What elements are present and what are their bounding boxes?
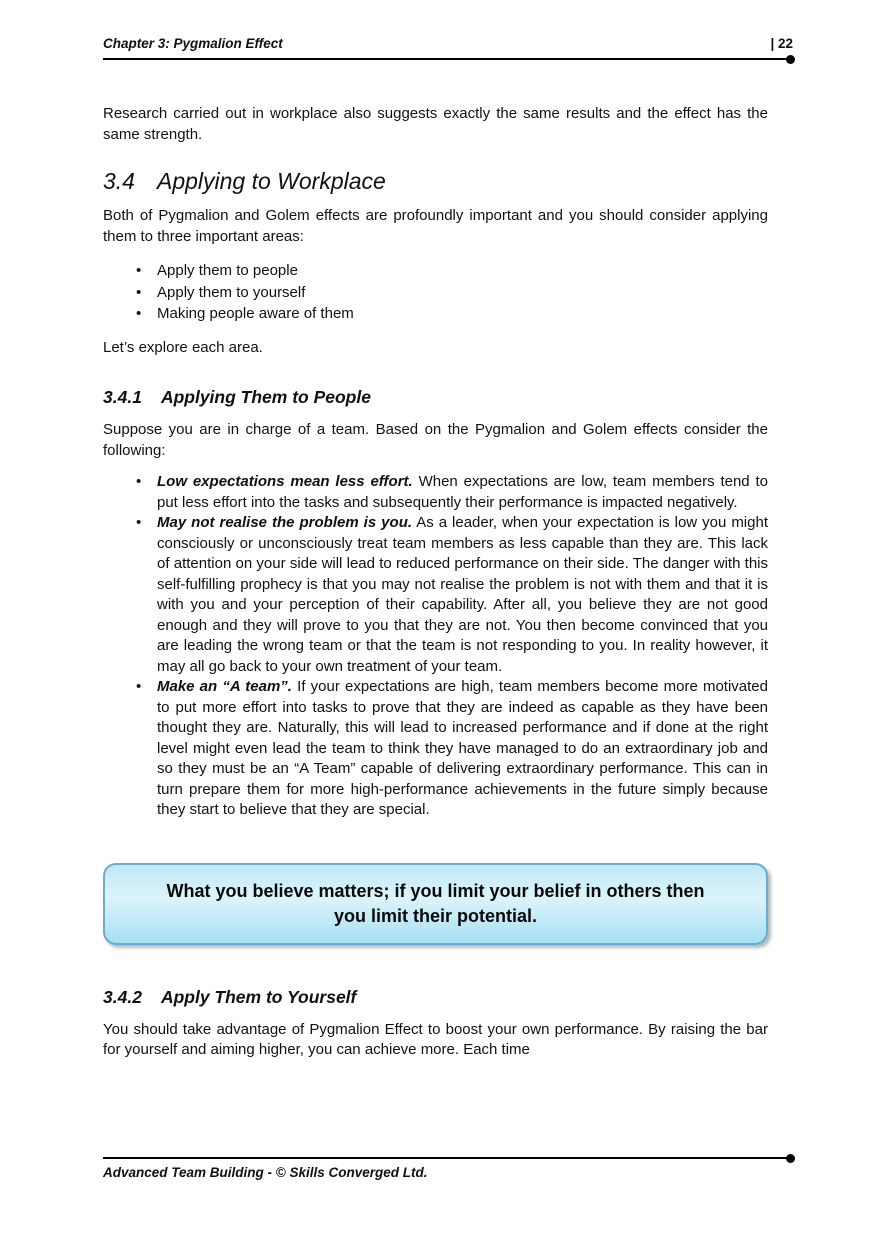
list-item [103,677,768,821]
rule-end-dot [786,55,795,64]
rule-end-dot [786,1154,795,1163]
intro-paragraph: Research carried out in workplace also suggests exactly the same results and the effect has the same strength. [103,105,768,143]
callout-text: What you believe matters; if you limit your belief in others then you limit their potential. [166,880,705,926]
list-item: • Making people aware of them [103,303,768,325]
header-row [103,36,793,51]
section-heading-3-4 [103,166,768,196]
header-rule [103,58,793,60]
list-item-body: When expectations are low, team members tend to put less effort into the tasks and subsequently their performance is impacted negatively. [157,473,769,511]
section-title: Applying to Workplace [156,168,386,194]
subsection-3-4-1-paragraph: Suppose you are in charge of a team. Based on the Pygmalion and Golem effects consider the following: [103,421,768,459]
section-3-4-paragraph: Both of Pygmalion and Golem effects are profoundly important and you should consider applying them to three important areas: [103,207,768,245]
page-number: | 22 [770,36,793,51]
page-footer [103,1150,793,1180]
subsection-heading-3-4-1 [103,385,768,409]
list-item: • Apply them to people [103,260,768,282]
effects-list [103,472,768,821]
subsection-3-4-2-paragraph: You should take advantage of Pygmalion Effect to boost your own performance. By raising the bar for yourself and aiming higher, you can achieve more. Each time [103,1020,768,1058]
list-item: • Apply them to yourself [103,282,768,304]
subsection-number: 3.4.2 [103,986,142,1007]
list-item-body: If your expectations are high, team members become more motivated to put more effort into tasks to prove that they are indeed as capable as they have been thought they are. Naturally, this will lead to increased performance and if done at the right level might even lead the team to think they have managed to do an extraordinary job and so they must be an “A Team” capable of delivering extraordinary performance. This can in turn prepare them for more high-performance achievements in the future simply because they start to believe that they are special. [157,678,768,818]
chapter-title: Chapter 3: Pygmalion Effect [103,36,283,51]
subsection-heading-3-4-2 [103,985,768,1009]
footer-text: Advanced Team Building - © Skills Converged Ltd. [103,1165,428,1180]
section-number: 3.4 [103,168,135,194]
areas-list [103,260,768,325]
subsection-title: Apply Them to Yourself [160,986,357,1007]
page-body [103,96,768,1061]
list-item-body: As a leader, when your expectation is low you might consciously or unconsciously treat team members as less capable than they are. This lack of attention on your side will lead to reduced performance on their side. The danger with this self-fulfilling prophecy is that you may not realise the problem is not with them and that it is with you and your perception of their capability. After all, you believe they are not good enough and they will prove to you that they are not. You then become convinced that you are leading the wrong team or that the team is not responding to you. In reality however, it may all go back to your own treatment of your team. [157,514,768,675]
footer-rule [103,1157,793,1159]
list-item-lead: Low expectations mean less effort. [157,473,413,490]
subsection-title: Applying Them to People [160,387,371,407]
list-item-lead: Make an “A team”. [157,678,292,695]
page-header [103,36,793,60]
list-item-lead: May not realise the problem is you. [157,514,413,531]
list-item [103,472,768,513]
list-item [103,513,768,677]
explore-paragraph: Let’s explore each area. [103,338,263,356]
subsection-number: 3.4.1 [103,387,142,407]
highlight-callout-box [103,863,768,945]
